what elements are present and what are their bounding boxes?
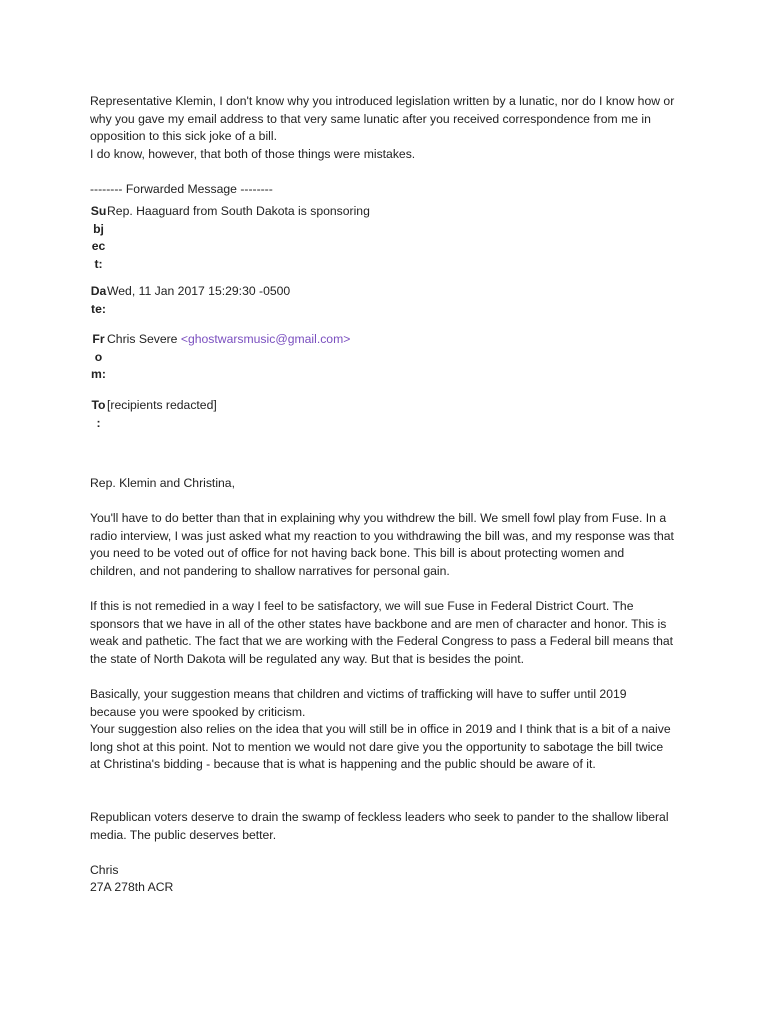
- subject-label-part: Su: [90, 203, 107, 218]
- subject-value: Rep. Haaguard from South Dakota is sponsoring: [107, 203, 370, 218]
- document-page: [90, 93, 690, 897]
- signature-unit: 27A 278th ACR: [90, 880, 174, 895]
- greeting: Rep. Klemin and Christina,: [90, 475, 235, 490]
- message-body: [90, 475, 690, 897]
- signature: [90, 862, 690, 897]
- paragraph-line: because you were spooked by criticism.: [90, 704, 306, 719]
- intro-line: Representative Klemin, I don't know why you introduced legislation written by a lunatic, nor do I know how or: [90, 94, 675, 108]
- signature-name: Chris: [90, 862, 119, 877]
- forwarded-headers-table: [90, 203, 370, 437]
- from-value: [107, 331, 370, 397]
- sender-name: Chris Severe: [107, 331, 178, 346]
- paragraph-line: radio interview, I was just asked what my reaction to you withdrawing the bill was, and my response was that: [90, 528, 674, 543]
- subject-label-part: bj: [93, 221, 104, 236]
- message-paragraph-3: [90, 686, 690, 774]
- paragraph-line: Basically, your suggestion means that children and victims of trafficking will have to suffer until 2019: [90, 687, 627, 702]
- intro-line: opposition to this sick joke of a bill.: [90, 129, 277, 144]
- to-value: [recipients redacted]: [107, 397, 217, 412]
- paragraph-line: weak and pathetic. The fact that we are working with the Federal Congress to pass a Federal bill means that: [90, 634, 674, 649]
- paragraph-line: children, and not pandering to shallow narratives for personal gain.: [90, 563, 450, 578]
- subject-row: [90, 203, 370, 283]
- subject-label-part: ec: [91, 239, 106, 254]
- intro-line: why you gave my email address to that very same lunatic after you received correspondence from me in: [90, 111, 651, 126]
- from-label: [90, 331, 107, 397]
- from-label-part: Fr: [92, 331, 105, 346]
- message-paragraph-4: [90, 809, 690, 844]
- message-paragraph-2: [90, 598, 690, 668]
- paragraph-line: you need to be voted out of office for not having back bone. This bill is about protecting women and: [90, 546, 625, 561]
- paragraph-line: Republican voters deserve to drain the swamp of feckless leaders who seek to pander to the shallow liberal: [90, 810, 669, 825]
- to-label-part: :: [96, 415, 101, 430]
- date-value: Wed, 11 Jan 2017 15:29:30 -0500: [107, 283, 291, 298]
- date-label-part: Da: [90, 283, 107, 298]
- paragraph-line: You'll have to do better than that in explaining why you withdrew the bill. We smell fowl play from Fuse. In a: [90, 511, 667, 526]
- subject-label: [90, 203, 107, 283]
- message-paragraph-1: [90, 510, 690, 580]
- sender-email-link[interactable]: <ghostwarsmusic@gmail.com>: [180, 331, 351, 346]
- from-label-part: m:: [91, 367, 106, 382]
- paragraph-line: media. The public deserves better.: [90, 827, 277, 842]
- date-row: [90, 283, 370, 331]
- to-label-part: To: [91, 397, 106, 412]
- paragraph-line: long shot at this point. Not to mention we would not dare give you the opportunity to sabotage the bill twice: [90, 739, 664, 754]
- date-label-part: te:: [91, 301, 106, 316]
- intro-paragraph: [90, 93, 690, 163]
- paragraph-line: the state of North Dakota will be regulated any way. But that is besides the point.: [90, 651, 525, 666]
- paragraph-line: If this is not remedied in a way I feel to be satisfactory, we will sue Fuse in Federal District Court. The: [90, 599, 634, 614]
- to-row: [90, 397, 370, 437]
- from-label-part: o: [94, 349, 103, 364]
- to-label: [90, 397, 107, 437]
- date-label: [90, 283, 107, 331]
- subject-label-part: t:: [94, 256, 103, 271]
- from-row: [90, 331, 370, 397]
- paragraph-line: at Christina's bidding - because that is what is happening and the public should be aware of it.: [90, 757, 596, 772]
- forwarded-message-label: -------- Forwarded Message --------: [90, 182, 273, 197]
- paragraph-line: sponsors that we have in all of the other states have backbone and are men of character and honor. This is: [90, 616, 667, 631]
- paragraph-line: Your suggestion also relies on the idea that you will still be in office in 2019 and I think that is a bit of a naive: [90, 722, 671, 737]
- intro-line: I do know, however, that both of those things were mistakes.: [90, 146, 416, 161]
